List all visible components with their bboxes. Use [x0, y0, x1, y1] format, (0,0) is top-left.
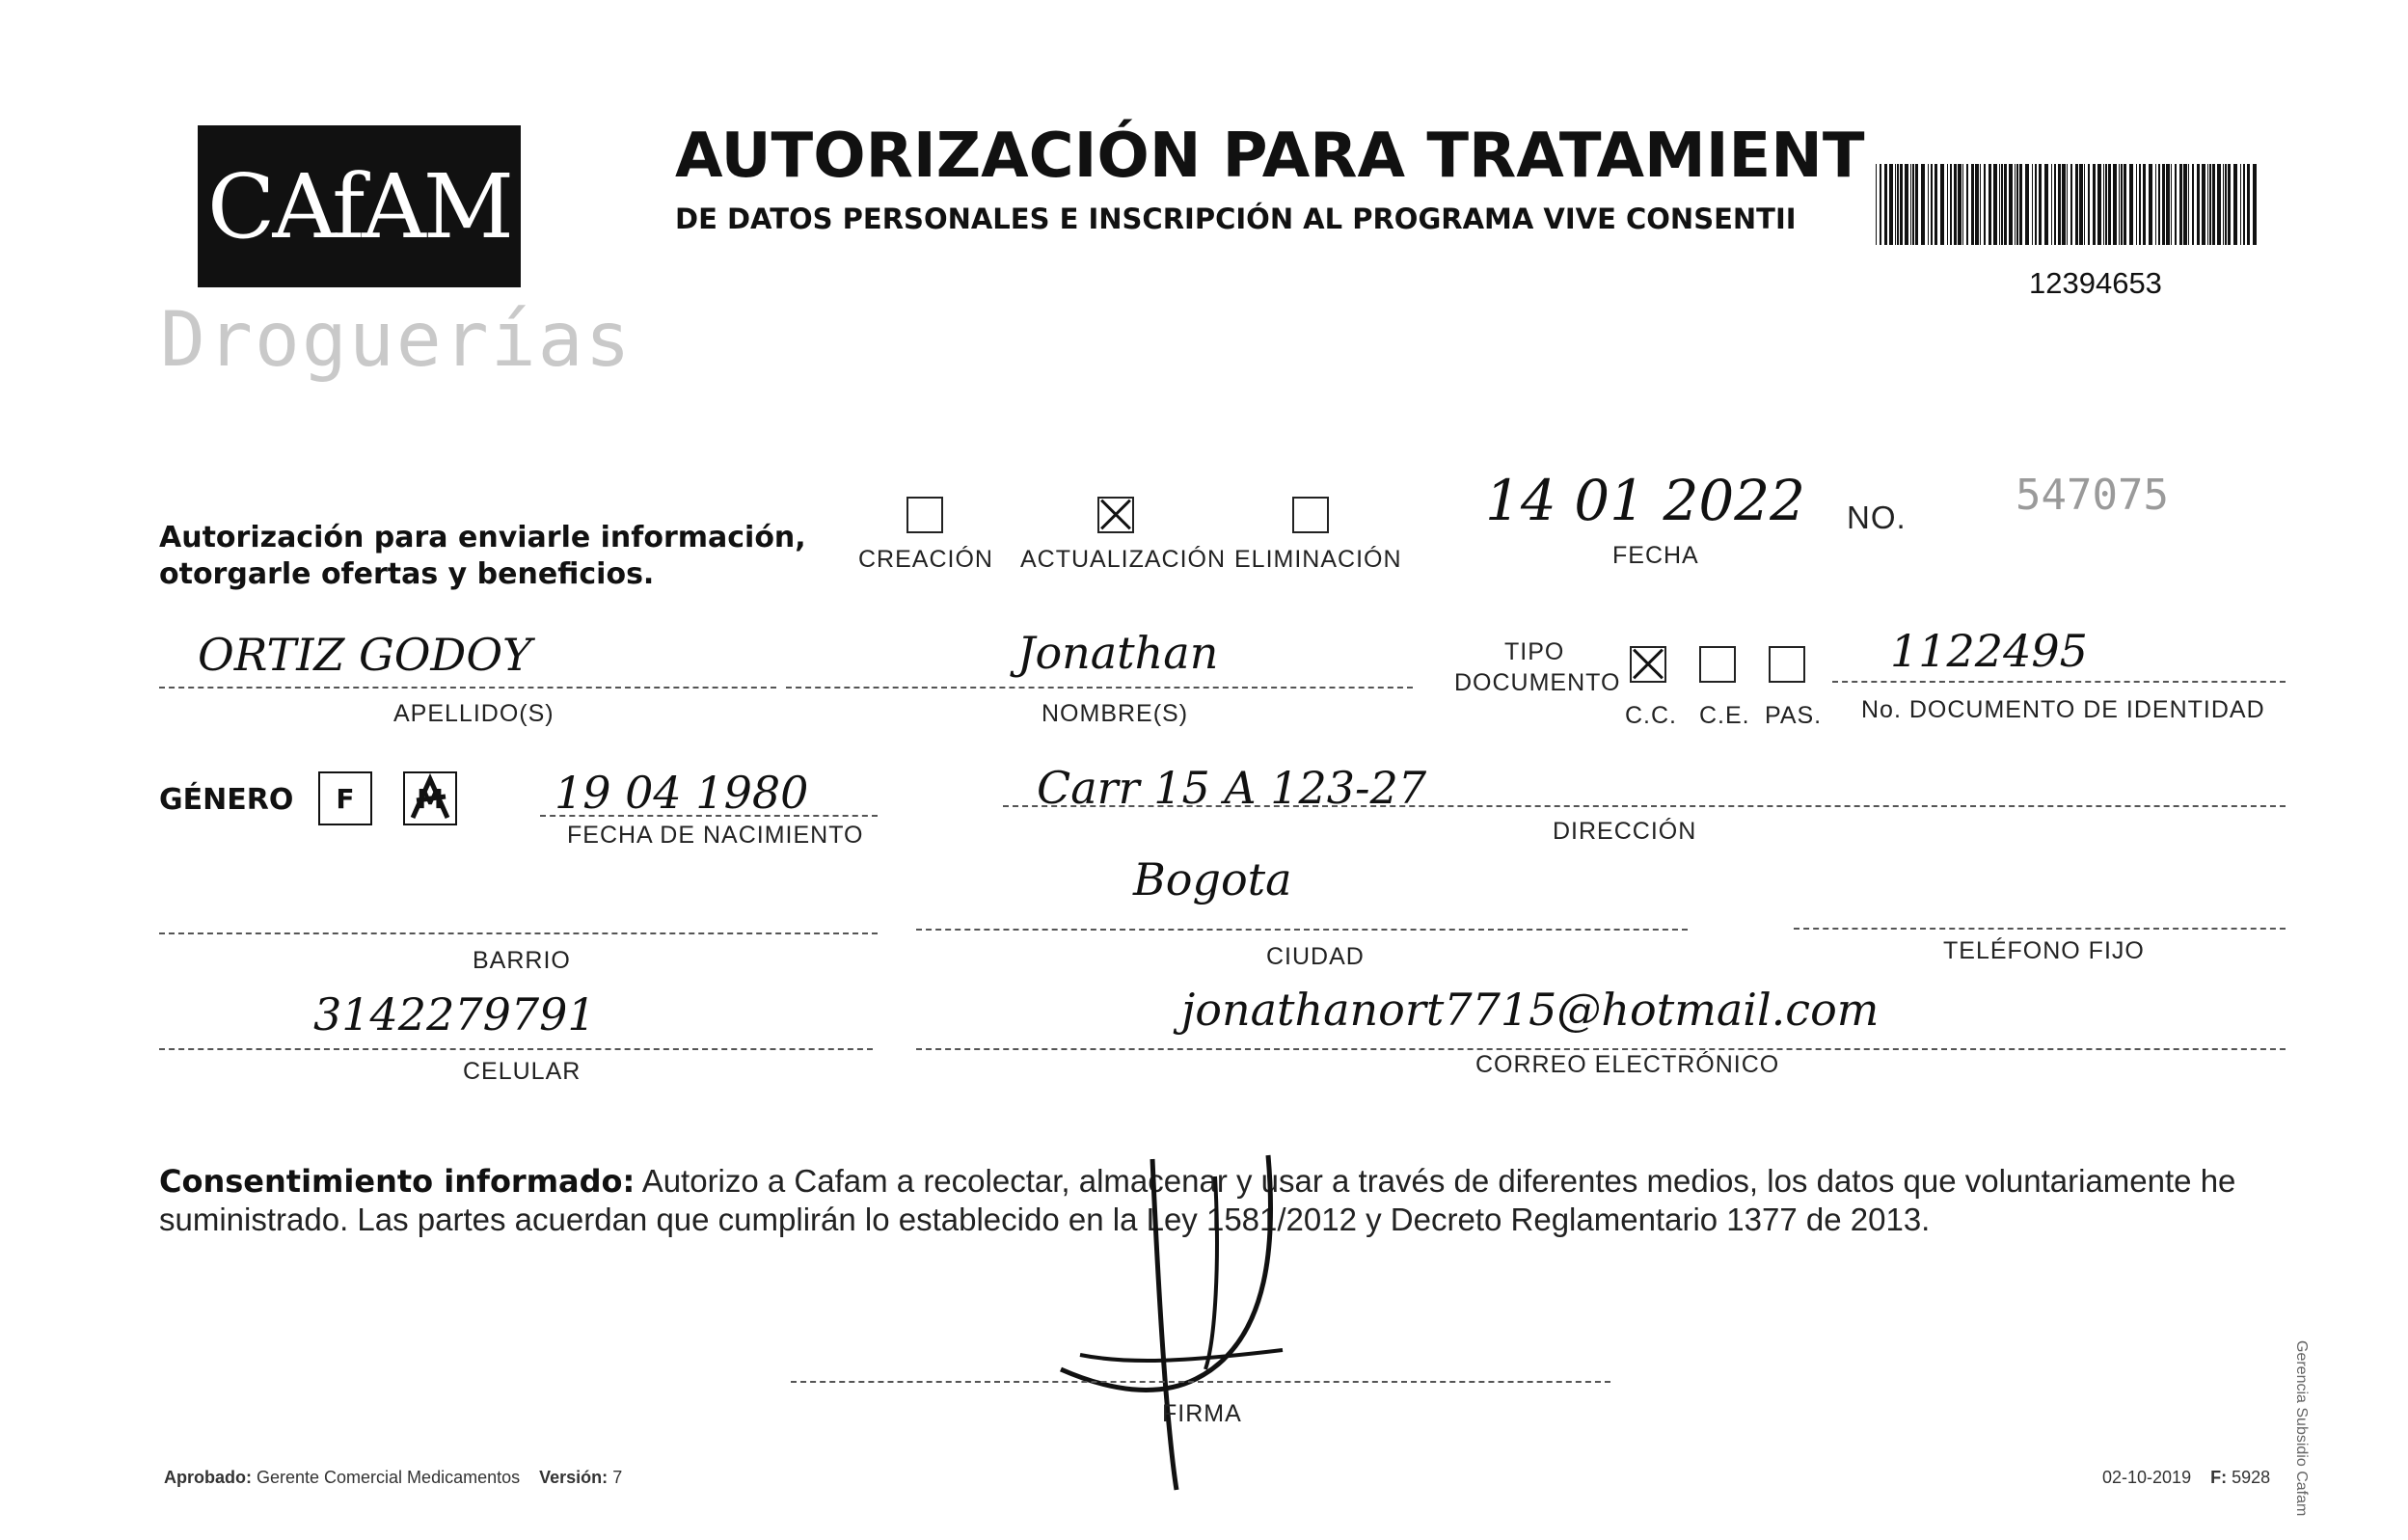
barcode-bar — [2240, 164, 2241, 245]
genero-f-letter: F — [336, 782, 355, 815]
ciudad-line — [916, 929, 1688, 931]
barcode-bar — [2054, 164, 2056, 245]
documento-value[interactable]: 1122495 — [1890, 625, 2088, 677]
barcode-bar — [2058, 164, 2061, 245]
nombres-line — [786, 687, 1413, 689]
barcode-bar — [2243, 164, 2245, 245]
documento-label: No. DOCUMENTO DE IDENTIDAD — [1861, 696, 2265, 723]
barcode-bar — [2062, 164, 2066, 245]
barcode-bar — [2124, 164, 2126, 245]
footer-approved — [164, 1468, 622, 1488]
barcode-bar — [1895, 164, 1896, 245]
barcode-bar — [2207, 164, 2208, 245]
barcode-bar — [1900, 164, 1903, 245]
genero-label: GÉNERO — [159, 783, 294, 817]
barcode-bar — [1984, 164, 1986, 245]
barcode-bar — [2217, 164, 2221, 245]
correo-label: CORREO ELECTRÓNICO — [1475, 1051, 1780, 1078]
actualizacion-checkbox[interactable] — [1097, 497, 1134, 533]
barcode-bar — [2051, 164, 2052, 245]
barcode-bar — [2158, 164, 2160, 245]
aprobado-value: Gerente Comercial Medicamentos — [257, 1468, 521, 1487]
barcode-bar — [2044, 164, 2048, 245]
celular-label: CELULAR — [463, 1058, 582, 1085]
fecha-nacimiento-value[interactable]: 19 04 1980 — [555, 767, 809, 819]
f-value: 5928 — [2232, 1468, 2271, 1487]
barcode-bar — [2228, 164, 2231, 245]
version-value: 7 — [612, 1468, 623, 1487]
barcode-bar — [2108, 164, 2111, 245]
barcode-bar — [2016, 164, 2018, 245]
nombres-value[interactable]: Jonathan — [1017, 627, 1219, 679]
ce-label: C.E. — [1699, 702, 1750, 729]
firma-label: FIRMA — [1162, 1400, 1242, 1427]
actualizacion-label: ACTUALIZACIÓN — [1020, 546, 1227, 573]
barcode-bar — [1962, 164, 1963, 245]
barcode-bar — [1980, 164, 1981, 245]
barcode-bar — [2171, 164, 2172, 245]
pas-checkbox[interactable] — [1769, 646, 1805, 683]
logo-text: CAfAM — [207, 154, 511, 258]
footer-date-ref — [2102, 1468, 2270, 1488]
barcode-bar — [2093, 164, 2096, 245]
barcode-bar — [2188, 164, 2189, 245]
barcode-bar — [1958, 164, 1962, 245]
barcode-bar — [2032, 164, 2033, 245]
tipo-documento-label-2: DOCUMENTO — [1454, 669, 1621, 696]
cc-label: C.C. — [1625, 702, 1677, 729]
barcode-bar — [2121, 164, 2123, 245]
correo-value[interactable]: jonathanort7715@hotmail.com — [1181, 984, 1880, 1036]
barcode-bar — [1971, 164, 1974, 245]
footer-date: 02-10-2019 — [2102, 1468, 2192, 1487]
authorization-heading-line1: Autorización para enviarle información, — [159, 521, 806, 554]
barcode-bar — [1897, 164, 1899, 245]
barcode-bar — [2113, 164, 2117, 245]
barcode-bar — [2202, 164, 2205, 245]
fecha-nacimiento-line — [540, 815, 878, 817]
barcode-bar — [2075, 164, 2078, 245]
barcode-bar — [2183, 164, 2187, 245]
barcode-bar — [1921, 164, 1925, 245]
barcode-bar — [2253, 164, 2257, 245]
tipo-documento-label-1: TIPO — [1504, 638, 1565, 665]
pas-label: PAS. — [1765, 702, 1823, 729]
barcode-bar — [2192, 164, 2194, 245]
barcode-bar — [2067, 164, 2068, 245]
barcode-bar — [2175, 164, 2177, 245]
barcode-bar — [1905, 164, 1908, 245]
nombres-label: NOMBRE(S) — [1042, 700, 1189, 727]
barcode-bar — [2070, 164, 2072, 245]
barcode-bar — [1999, 164, 2000, 245]
logo-subtitle: Droguerías — [160, 297, 633, 384]
barcode-bar — [2197, 164, 2200, 245]
barcode-bar — [2139, 164, 2141, 245]
barcode-bar — [2025, 164, 2029, 245]
creacion-checkbox[interactable] — [906, 497, 943, 533]
barcode-bar — [2097, 164, 2101, 245]
eliminacion-label: ELIMINACIÓN — [1234, 546, 1402, 573]
apellidos-line — [159, 687, 776, 689]
barcode-bar — [2149, 164, 2152, 245]
f-label: F: — [2210, 1468, 2228, 1487]
no-label: NO. — [1847, 500, 1907, 535]
barcode-bar — [2233, 164, 2237, 245]
barcode-bar — [1915, 164, 1918, 245]
telefono-label: TELÉFONO FIJO — [1943, 937, 2145, 964]
barcode-bar — [2212, 164, 2215, 245]
genero-f-box[interactable] — [318, 771, 372, 825]
form-subtitle: DE DATOS PERSONALES E INSCRIPCIÓN AL PROGRAMA VIVE CONSENTII — [675, 203, 1797, 235]
barrio-label: BARRIO — [473, 947, 571, 974]
barcode-bar — [1993, 164, 1997, 245]
cafam-logo — [198, 125, 521, 287]
barcode-bar — [1989, 164, 1991, 245]
barcode-bar — [2004, 164, 2007, 245]
barcode-bar — [2001, 164, 2003, 245]
barcode-number: 12394653 — [2029, 266, 2162, 300]
ciudad-value[interactable]: Bogota — [1133, 853, 1292, 905]
side-vertical-text: Gerencia Subsidio Cafam — [2293, 1340, 2310, 1517]
fecha-label: FECHA — [1612, 542, 1699, 569]
barcode-bar — [2088, 164, 2090, 245]
direccion-line — [1003, 805, 2286, 807]
barcode-bar — [2119, 164, 2120, 245]
barcode-bar — [1950, 164, 1952, 245]
genero-m-mark — [403, 771, 458, 826]
barcode-bar — [2103, 164, 2104, 245]
genero-m-letter: M — [417, 782, 444, 815]
barcode-bar — [1947, 164, 1948, 245]
barcode-bar — [2209, 164, 2211, 245]
apellidos-value[interactable]: ORTIZ GODOY — [198, 629, 532, 681]
barcode-bar — [1954, 164, 1957, 245]
barcode-bar — [2105, 164, 2107, 245]
barcode — [1876, 164, 2258, 245]
barcode-bar — [1935, 164, 1937, 245]
barcode-bar — [1966, 164, 1968, 245]
barcode-bar — [2166, 164, 2170, 245]
celular-line — [159, 1048, 873, 1050]
celular-value[interactable]: 3142279791 — [313, 988, 596, 1040]
version-label: Versión: — [539, 1468, 609, 1487]
direccion-label: DIRECCIÓN — [1553, 818, 1697, 845]
barcode-bar — [2162, 164, 2165, 245]
aprobado-label: Aprobado: — [164, 1468, 252, 1487]
barcode-bar — [2019, 164, 2022, 245]
fecha-nacimiento-label: FECHA DE NACIMIENTO — [567, 822, 864, 849]
barcode-bar — [1940, 164, 1944, 245]
barcode-bar — [2143, 164, 2146, 245]
correo-line — [916, 1048, 2286, 1050]
cc-checkbox[interactable] — [1630, 646, 1666, 683]
barcode-bar — [2084, 164, 2085, 245]
form-title: AUTORIZACIÓN PARA TRATAMIENT — [675, 121, 1865, 192]
creacion-label: CREACIÓN — [858, 546, 993, 573]
barcode-bar — [1975, 164, 1979, 245]
authorization-heading-line2: otorgarle ofertas y beneficios. — [159, 557, 655, 591]
consent-text: Autorizo a Cafam a recolectar, almacenar y usar a través de diferentes medios, los datos que voluntariamente he suministrado. Las partes acuerdan que cumplirán lo establecido en la Ley 1581/2012 y Decreto Reglamentario 1377 de 2013. — [159, 1163, 2236, 1237]
barcode-bar — [1912, 164, 1914, 245]
telefono-line — [1794, 928, 2286, 930]
barrio-line — [159, 932, 878, 934]
barcode-bar — [1931, 164, 1933, 245]
barcode-bar — [1876, 164, 1877, 245]
documento-line — [1832, 681, 2286, 683]
eliminacion-checkbox[interactable] — [1292, 497, 1329, 533]
apellidos-label: APELLIDO(S) — [393, 700, 555, 727]
barcode-bar — [2035, 164, 2037, 245]
barcode-bar — [2179, 164, 2182, 245]
form-number: 547075 — [2016, 471, 2169, 520]
firma-line — [791, 1381, 1610, 1383]
barcode-bar — [2129, 164, 2133, 245]
barcode-bar — [2009, 164, 2013, 245]
ce-checkbox[interactable] — [1699, 646, 1736, 683]
barcode-bar — [2039, 164, 2042, 245]
barcode-bar — [2223, 164, 2224, 245]
signature — [1051, 1148, 1302, 1495]
barcode-bar — [2225, 164, 2227, 245]
barcode-bar — [2079, 164, 2083, 245]
barcode-bar — [2155, 164, 2156, 245]
barcode-bar — [1880, 164, 1881, 245]
barcode-bar — [1889, 164, 1893, 245]
barcode-bar — [2015, 164, 2016, 245]
barcode-bar — [1928, 164, 1929, 245]
consent-bold: Consentimiento informado: — [159, 1163, 636, 1200]
barcode-bar — [1884, 164, 1887, 245]
ciudad-label: CIUDAD — [1266, 943, 1365, 970]
barcode-bar — [2136, 164, 2137, 245]
barcode-bar — [1910, 164, 1911, 245]
fecha-value[interactable]: 14 01 2022 — [1485, 468, 1806, 533]
direccion-value[interactable]: Carr 15 A 123-27 — [1037, 762, 1427, 814]
barcode-bar — [2247, 164, 2250, 245]
